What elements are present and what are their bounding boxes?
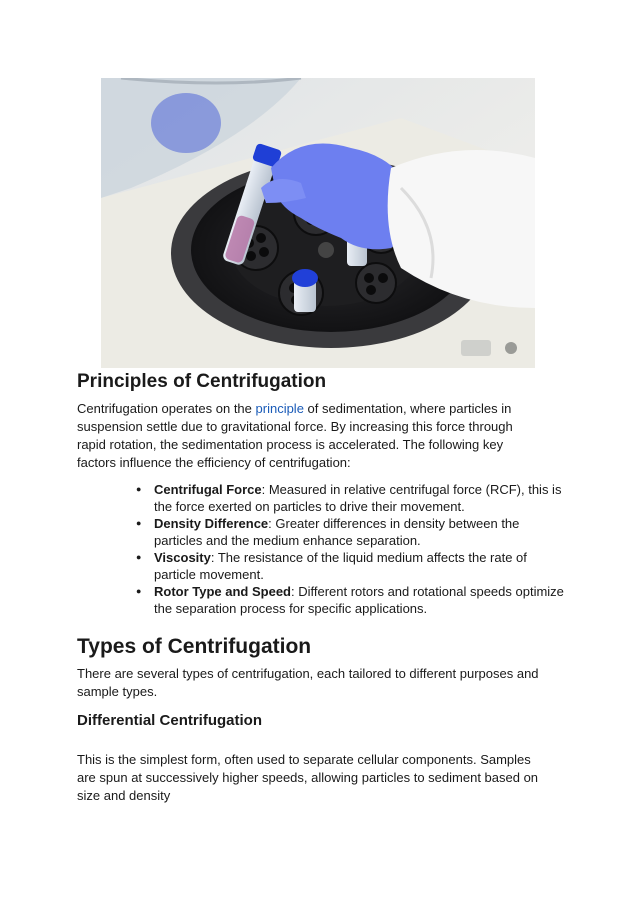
list-item xyxy=(154,583,564,617)
principles-intro xyxy=(77,400,542,472)
list-item xyxy=(154,481,564,515)
factor-text: : The resistance of the liquid medium affects the rate of particle movement. xyxy=(154,550,527,582)
differential-text: This is the simplest form, often used to separate cellular components. Samples are spun at successively higher speeds, allowing particles to sediment based on size and density xyxy=(77,752,539,803)
differential-heading: Differential Centrifugation xyxy=(77,712,263,729)
types-intro: There are several types of centrifugation, each tailored to different purposes and sample types. xyxy=(77,666,539,699)
list-item xyxy=(154,515,564,549)
key-factors-list xyxy=(154,481,564,617)
types-heading: Types of Centrifugation xyxy=(77,635,312,658)
factor-term: Viscosity xyxy=(154,550,211,565)
factor-text: : Measured in relative centrifugal force (RCF), this is the force exerted on particles to drive their movement. xyxy=(154,482,562,514)
centrifuge-illustration xyxy=(101,78,535,368)
principle-link[interactable]: principle xyxy=(255,401,304,416)
principles-heading: Principles of Centrifugation xyxy=(77,371,327,392)
factor-text: : Greater differences in density between the particles and the medium enhance separation. xyxy=(154,516,520,548)
centrifuge-photo xyxy=(101,78,535,368)
factor-term: Density Difference xyxy=(154,516,269,531)
factor-term: Rotor Type and Speed xyxy=(154,584,291,599)
factor-text: : Different rotors and rotational speeds optimize the separation process for specific applications. xyxy=(154,584,564,616)
list-item xyxy=(154,549,564,583)
intro-text-end: of sedimentation, where particles in suspension settle due to gravitational force. By increasing this force through rapid rotation, the sedimentation process is accelerated. The following key factors influence the efficiency of centrifugation: xyxy=(77,401,513,470)
intro-text-start: Centrifugation operates on the xyxy=(77,401,256,416)
factor-term: Centrifugal Force xyxy=(154,482,262,497)
